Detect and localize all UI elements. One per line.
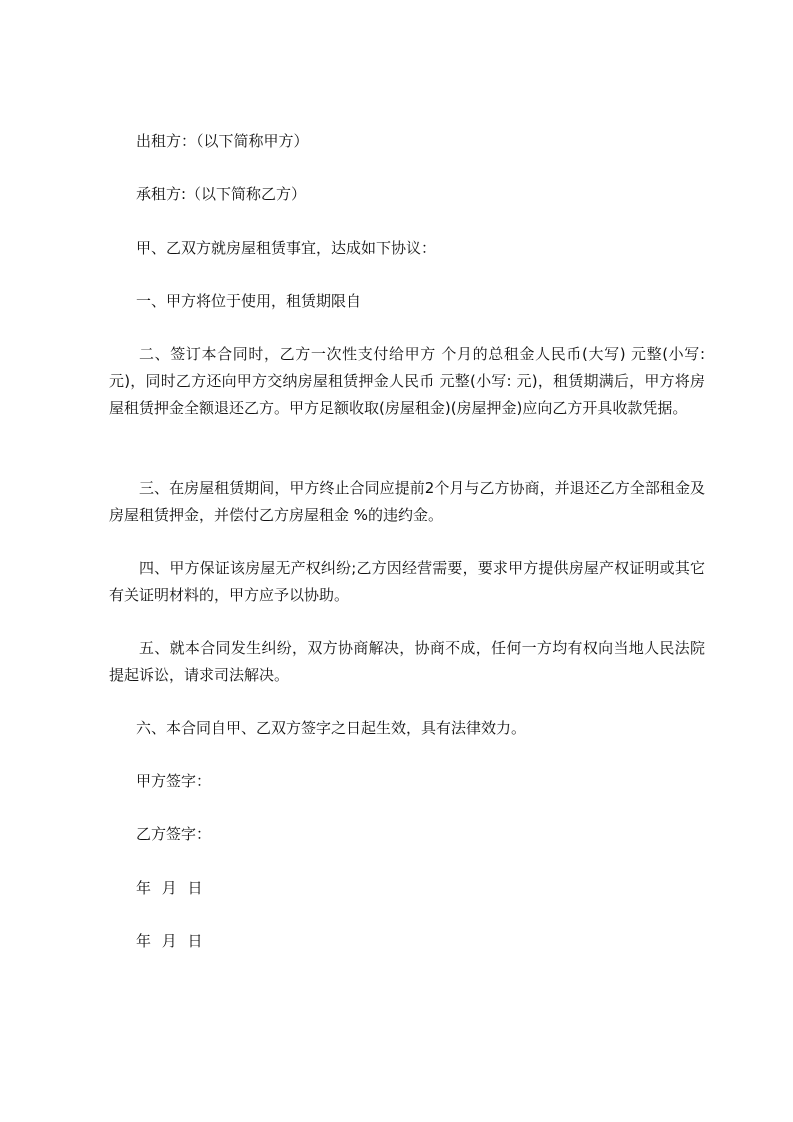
date-line-1: 年 月 日 (136, 879, 203, 897)
signature-party-a: 甲方签字： (136, 772, 212, 790)
clause-3: 三、在房屋租赁期间，甲方终止合同应提前2个月与乙方协商，并退还乙方全部租金及房屋租赁押金，并偿付乙方房屋租金 %的违约金。 (109, 479, 705, 524)
lessee-line: 承租方:（以下简称乙方） (136, 185, 307, 203)
clause-5: 五、就本合同发生纠纷，双方协商解决，协商不成，任何一方均有权向当地人民法院提起诉讼，请求司法解决。 (109, 639, 705, 684)
lessor-line: 出租方：（以下简称甲方） (136, 132, 309, 150)
date-line-2: 年 月 日 (136, 932, 203, 950)
signature-party-b: 乙方签字： (136, 825, 212, 843)
clause-2: 二、签订本合同时，乙方一次性支付给甲方 个月的总租金人民币(大写) 元整(小写: 元)，同时乙方还向甲方交纳房屋租赁押金人民币 元整(小写: 元)，租赁期满后，甲方将房屋租赁押金全额退还乙方。甲方足额收取(房屋租金)(房屋押金)应向乙方开具收款凭据。 (109, 345, 705, 417)
clause-6: 六、本合同自甲、乙双方签字之日起生效，具有法律效力。 (136, 719, 527, 737)
intro-line: 甲、乙双方就房屋租赁事宜，达成如下协议： (136, 239, 437, 257)
clause-4: 四、甲方保证该房屋无产权纠纷;乙方因经营需要，要求甲方提供房屋产权证明或其它有关证明材料的，甲方应予以协助。 (109, 559, 705, 604)
clause-1: 一、甲方将位于使用，租赁期限自 (136, 292, 362, 310)
